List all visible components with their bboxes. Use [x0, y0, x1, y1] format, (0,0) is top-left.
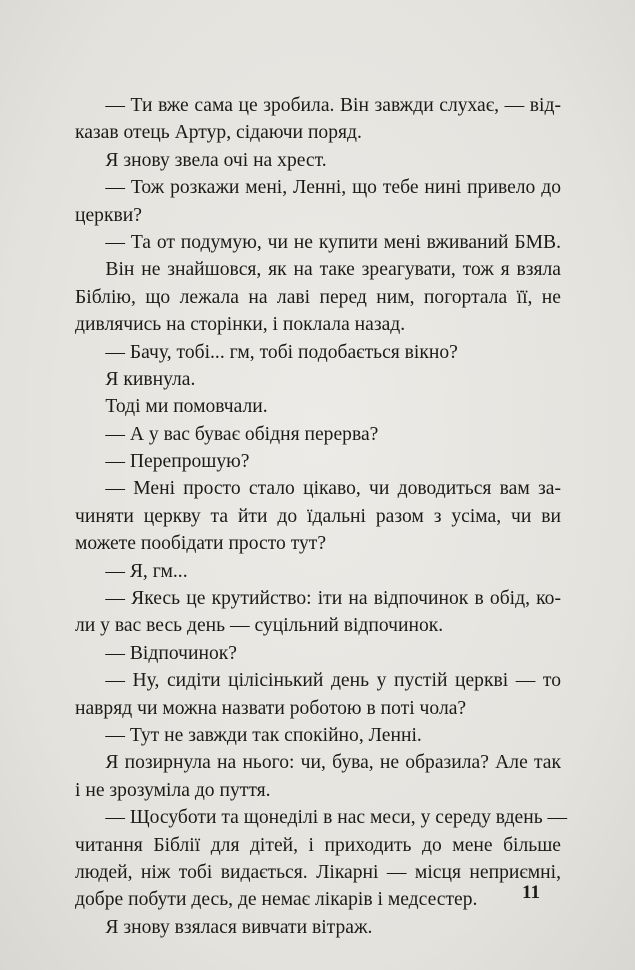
text-line: чиняти церкву та йти до їдальні разом з усіма, чи ви — [75, 505, 561, 527]
text-line: Тоді ми помовчали. — [105, 396, 268, 418]
text-line: — Тут не завжди так спокійно, Ленні. — [105, 724, 422, 746]
text-line: людей, ніж тобі видається. Лікарні — місця неприємні, — [75, 861, 561, 883]
text-line: Я знову взялася вивчати вітраж. — [105, 916, 373, 938]
text-line: Біблію, що лежала на лаві перед ним, погортала її, не — [75, 286, 561, 308]
text-line: — Та от подумую, чи не купити мені вживаний БМВ. — [105, 231, 561, 253]
text-line: Він не знайшовся, як на таке зреагувати, тож я взяла — [105, 259, 561, 281]
text-line: казав отець Артур, сідаючи поряд. — [75, 122, 362, 144]
text-line: — А у вас буває обідня перерва? — [105, 423, 379, 445]
body-text — [75, 92, 568, 941]
text-line: — Я, гм... — [105, 560, 188, 582]
text-line: — Відпочинок? — [105, 642, 237, 664]
text-line: Я кивнула. — [105, 368, 196, 390]
text-line: — Якесь це крутийство: іти на відпочинок в обід, ко- — [105, 588, 561, 610]
page-number: 11 — [522, 882, 540, 903]
text-line: — Ну, сидіти цілісінький день у пустій церкві — то — [105, 670, 561, 692]
text-line: — Щосуботи та щонеділі в нас меси, у середу вдень — — [105, 807, 568, 829]
text-line: Я знову звела очі на хрест. — [105, 149, 327, 171]
text-line: читання Біблії для дітей, і приходить до мене більше — [75, 834, 561, 856]
text-line: — Мені просто стало цікаво, чи доводиться вам за- — [105, 478, 561, 500]
text-line: — Перепрошую? — [105, 451, 250, 473]
text-line: і не зрозуміла до пуття. — [75, 779, 271, 801]
text-line: добре побути десь, де немає лікарів і медсестер. — [75, 889, 478, 911]
text-line: навряд чи можна назвати роботою в поті чола? — [75, 697, 467, 719]
text-line: — Бачу, тобі... гм, тобі подобається вікно? — [105, 341, 458, 363]
text-line: дивлячись на сторінки, і поклала назад. — [75, 314, 406, 336]
text-line: церкви? — [75, 204, 142, 226]
text-line: ли у вас весь день — суцільний відпочинок. — [75, 615, 444, 637]
text-line: — Тож розкажи мені, Ленні, що тебе нині привело до — [105, 177, 561, 199]
text-line: можете пообідати просто тут? — [75, 533, 327, 555]
text-line: — Ти вже сама це зробила. Він завжди слухає, — від- — [105, 95, 561, 116]
text-line: Я позирнула на нього: чи, бува, не образила? Але так — [105, 752, 561, 774]
